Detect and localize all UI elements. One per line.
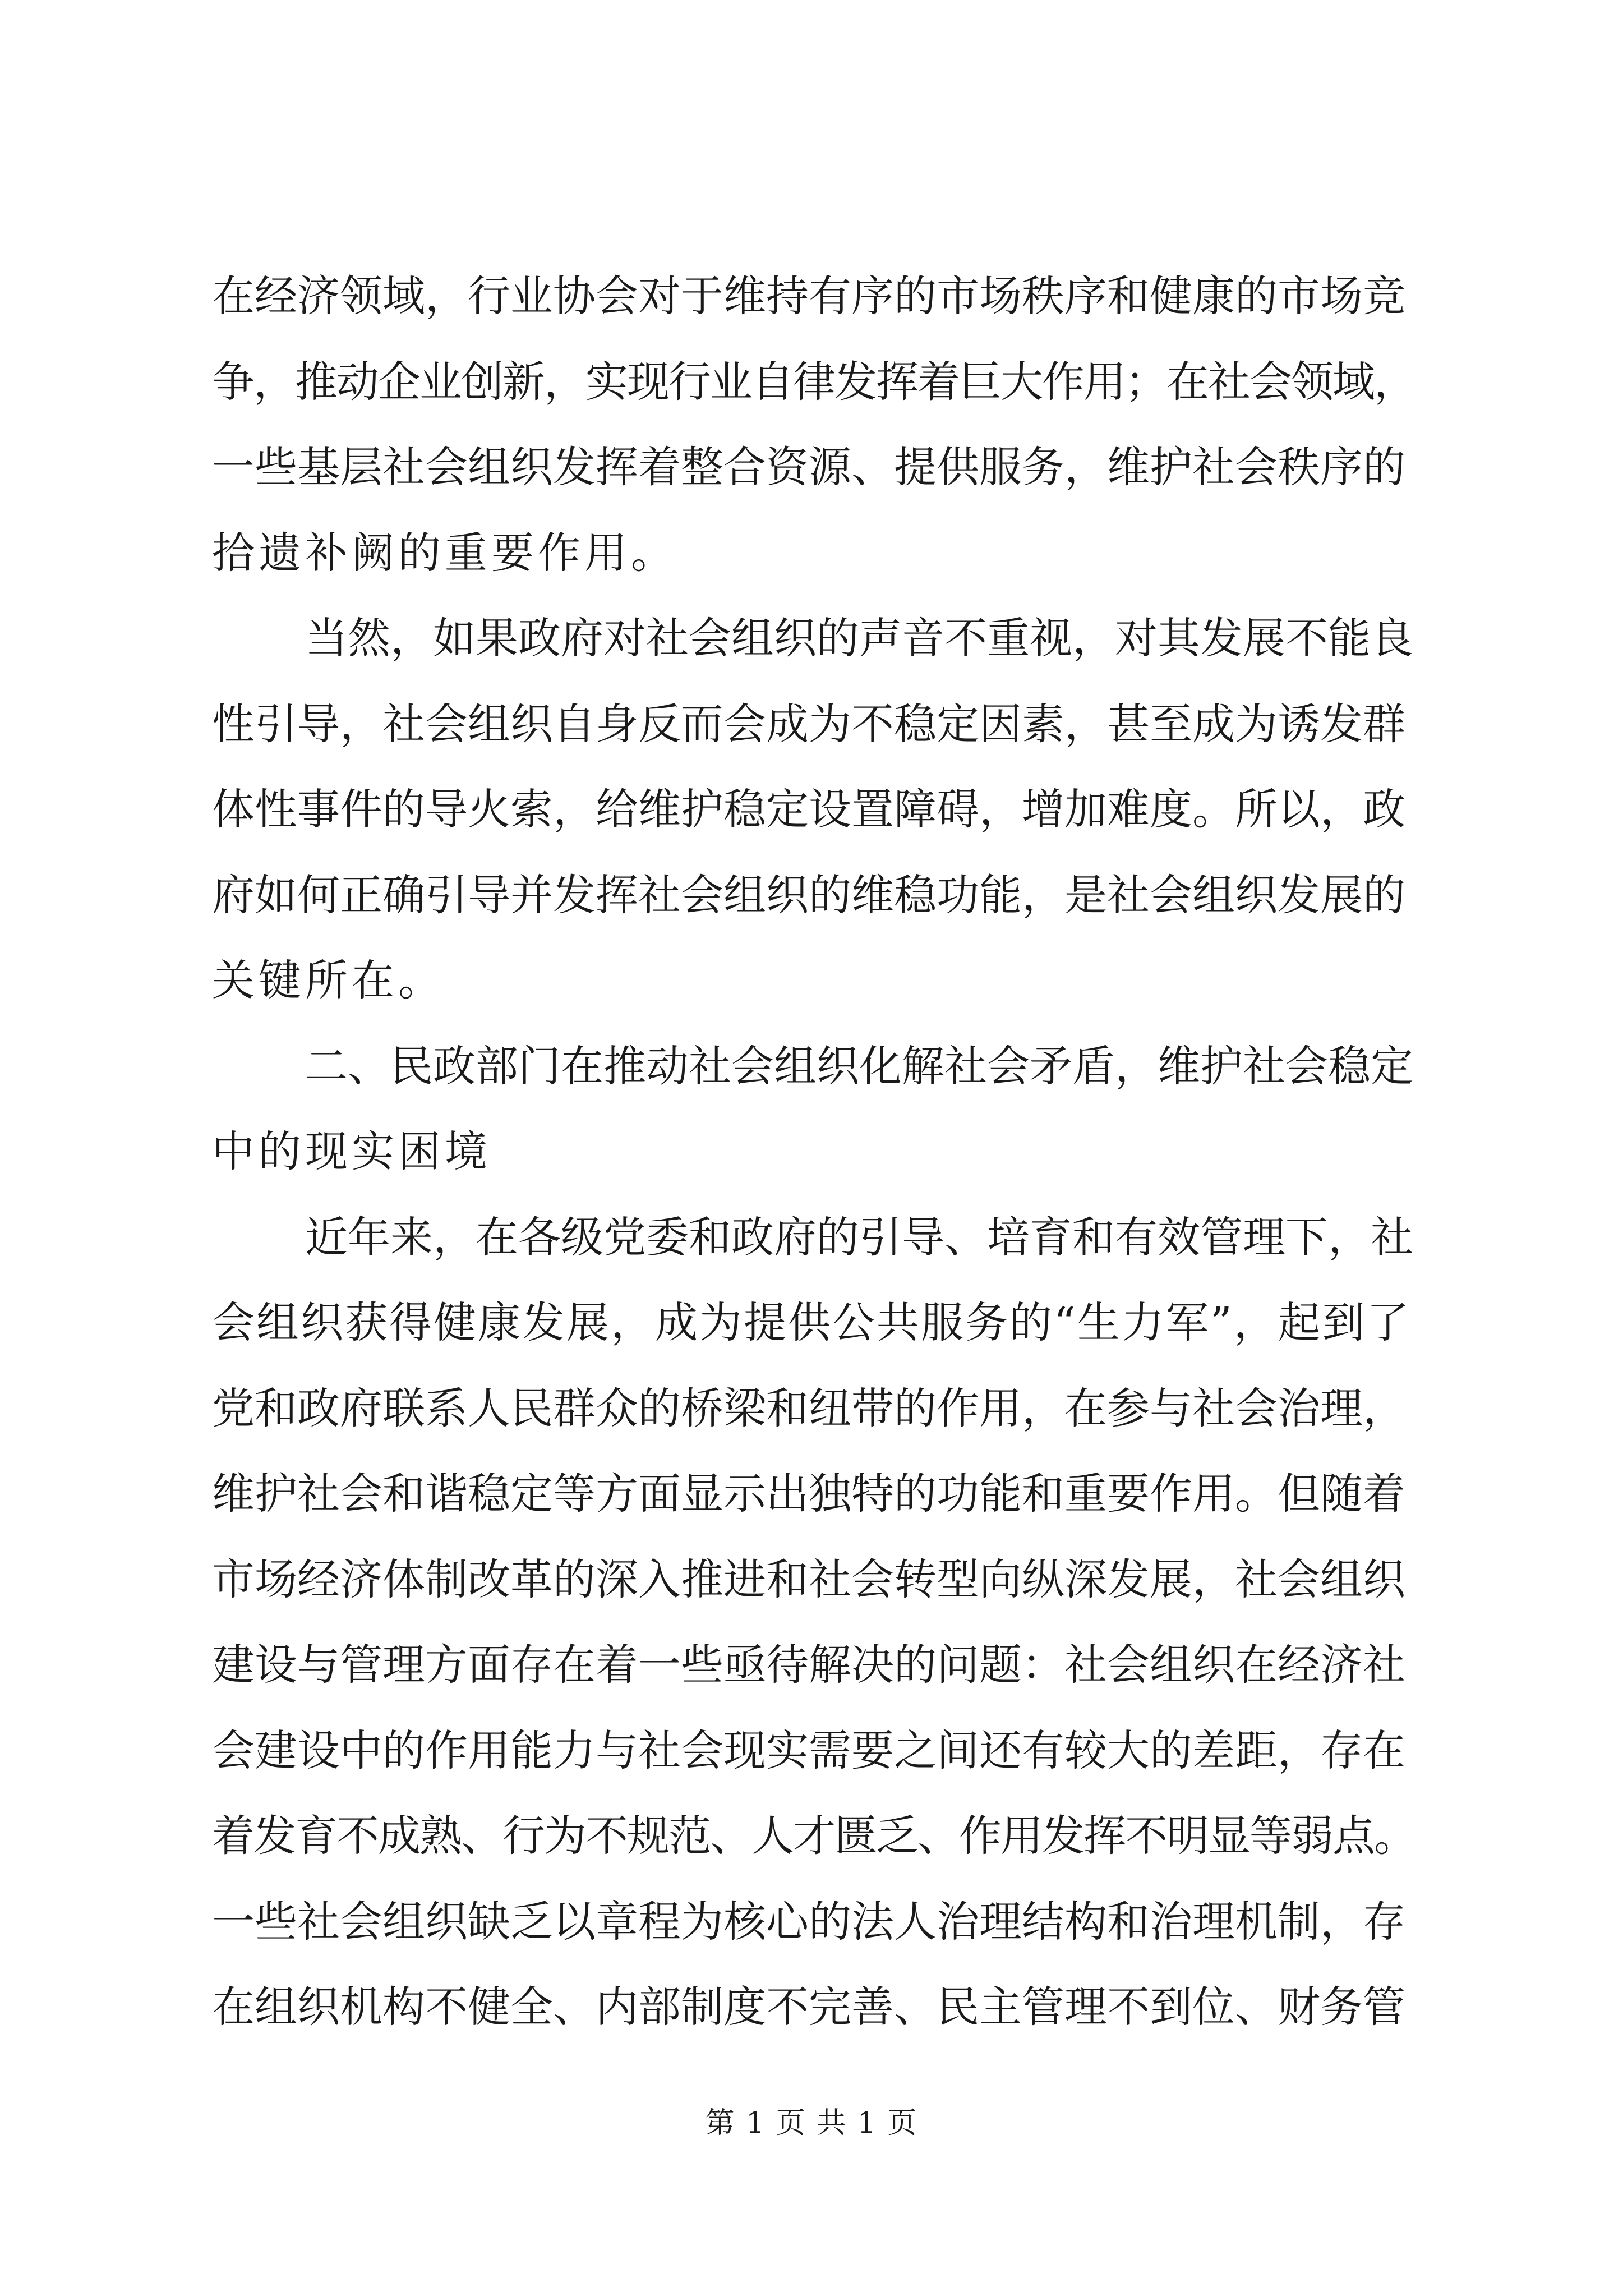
paragraph-2-line-4: 府如何正确引导并发挥社会组织的维稳功能，是社会组织发展的 [212,869,1405,920]
paragraph-3-line-10: 在组织机构不健全、内部制度不完善、民主管理不到位、财务管 [212,1982,1405,2032]
paragraph-3-line-5: 市场经济体制改革的深入推进和社会转型向纵深发展，社会组织 [212,1554,1405,1604]
paragraph-3-line-7: 会建设中的作用能力与社会现实需要之间还有较大的差距，存在 [212,1725,1405,1775]
paragraph-2-line-2: 性引导，社会组织自身反而会成为不稳定因素，甚至成为诱发群 [212,698,1405,749]
paragraph-1-line-1: 在经济领域，行业协会对于维持有序的市场秩序和健康的市场竞 [212,271,1405,321]
paragraph-3-line-2: 会组织获得健康发展，成为提供公共服务的“生力军”，起到了 [212,1297,1411,1347]
paragraph-3-line-1: 近年来，在各级党委和政府的引导、培育和有效管理下，社 [305,1212,1413,1262]
paragraph-3-line-3: 党和政府联系人民群众的桥梁和纽带的作用，在参与社会治理， [212,1383,1405,1433]
paragraph-2-line-1: 当然，如果政府对社会组织的声音不重视，对其发展不能良 [305,613,1413,663]
section-heading-line-2: 中的现实困境 [212,1126,491,1176]
paragraph-3-line-4: 维护社会和谐稳定等方面显示出独特的功能和重要作用。但随着 [212,1469,1405,1519]
section-heading-line-1: 二、民政部门在推动社会组织化解社会矛盾，维护社会稳定 [305,1041,1413,1091]
paragraph-1-line-3: 一些基层社会组织发挥着整合资源、提供服务，维护社会秩序的 [212,442,1405,492]
page-footer [0,2099,1623,2141]
paragraph-3-line-9: 一些社会组织缺乏以章程为核心的法人治理结构和治理机制，存 [212,1896,1405,1947]
paragraph-1-line-2: 争，推动企业创新，实现行业自律发挥着巨大作用；在社会领域， [212,356,1415,407]
page-number-label: 第 1 页 共 1 页 [705,2106,918,2140]
paragraph-1-line-4: 拾遗补阙的重要作用。 [212,527,677,578]
paragraph-2-line-5: 关键所在。 [212,955,445,1005]
paragraph-3-line-6: 建设与管理方面存在着一些亟待解决的问题：社会组织在经济社 [212,1640,1405,1690]
document-body [212,254,1418,2050]
paragraph-3-line-8: 着发育不成熟、行为不规范、人才匮乏、作用发挥不明显等弱点。 [212,1811,1415,1861]
paragraph-2-line-3: 体性事件的导火索，给维护稳定设置障碍，增加难度。所以，政 [212,784,1405,834]
